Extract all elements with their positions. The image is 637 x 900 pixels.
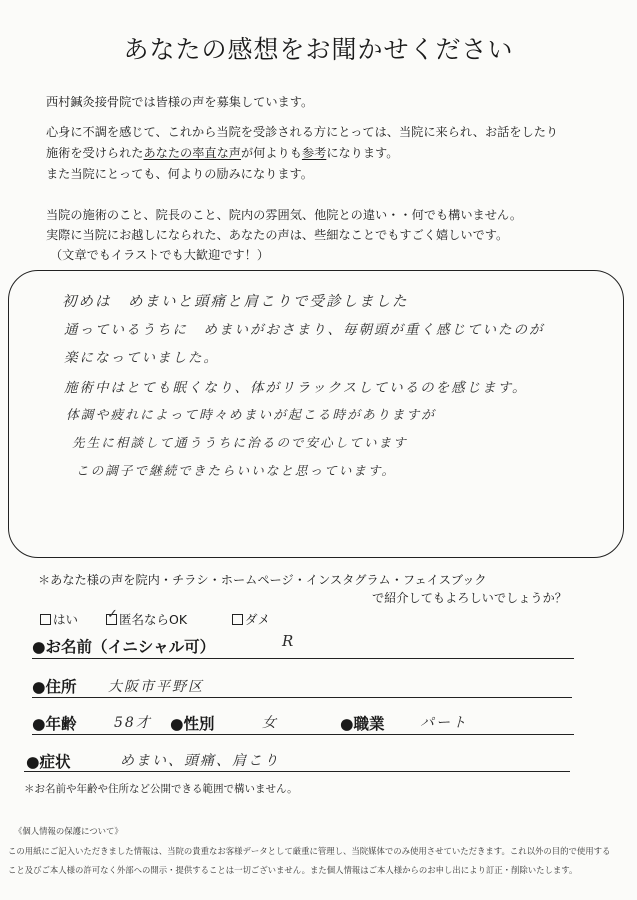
bullet-icon: ●	[170, 715, 184, 733]
disclosure-note: ＊お名前や年齢や住所など公開できる範囲で構いません。	[24, 783, 298, 795]
permission-question: ＊あなた様の声を院内・チラシ・ホームページ・インスタグラム・フェイスブック	[38, 573, 487, 587]
comment-line-3: 楽になっていました。	[64, 350, 219, 366]
symptom-value: めまい、頭痛、肩こり	[120, 753, 280, 769]
address-label	[32, 675, 77, 697]
comment-line-4: 施術中はとても眠くなり、体がリラックスしているのを感じます。	[64, 380, 528, 396]
job-label	[340, 712, 385, 734]
intro-line-5: 当院の施術のこと、院長のこと、院内の雰囲気、他院との違い・・何でも構いません。	[46, 208, 523, 222]
age-row-underline	[32, 734, 574, 735]
option-yes[interactable]	[40, 610, 78, 628]
age-value: 58才	[114, 715, 152, 731]
comment-line-2: 通っているうちに めまいがおさまり、毎朝頭が重く感じていたのが	[64, 322, 545, 338]
bullet-icon: ●	[26, 753, 40, 771]
address-underline	[32, 697, 572, 698]
name-underline	[32, 658, 574, 659]
option-anonymous-label: 匿名ならOK	[119, 612, 188, 627]
comment-line-5: 体調や疲れによって時々めまいが起こる時がありますが	[66, 408, 436, 423]
job-label-text: 職業	[353, 715, 385, 733]
option-no-label: ダメ	[245, 612, 271, 627]
bullet-icon: ●	[32, 715, 46, 733]
symptom-label-text: 症状	[39, 753, 71, 771]
name-label-text: お名前（イニシャル可）	[45, 638, 216, 656]
address-value: 大阪市平野区	[108, 679, 204, 695]
checkbox-yes[interactable]	[40, 614, 51, 625]
checkbox-anonymous[interactable]	[106, 607, 118, 625]
comment-line-7: この調子で継続できたらいいなと思っています。	[76, 463, 397, 478]
privacy-line-2: こと及びご本人様の許可なく外部への開示・提供することは一切ございません。また個人情報はご本人様からのお申し出により訂正・削除いたします。	[8, 865, 578, 875]
address-label-text: 住所	[45, 678, 77, 696]
age-label	[32, 712, 77, 734]
bullet-icon: ●	[32, 678, 46, 696]
intro-line-3-post: になります。	[326, 146, 399, 160]
intro-line-1: 西村鍼灸接骨院では皆様の声を募集しています。	[46, 95, 314, 109]
page-title: あなたの感想をお聞かせください	[123, 35, 514, 64]
comment-line-1: 初めは めまいと頭痛と肩こりで受診しました	[62, 294, 409, 310]
intro-line-4: また当院にとっても、何よりの励みになります。	[46, 167, 313, 181]
checkbox-no[interactable]	[232, 614, 243, 625]
intro-line-3	[46, 143, 398, 164]
symptom-label	[26, 750, 71, 772]
option-yes-label: はい	[53, 612, 79, 627]
intro-line-3-emphasis-2: 参考	[301, 146, 327, 160]
comment-line-6: 先生に相談して通ううちに治るので安心しています	[72, 435, 408, 450]
check-mark-icon: ✓	[107, 607, 118, 622]
bullet-icon: ●	[32, 638, 46, 656]
job-value: パート	[420, 715, 468, 731]
name-value: R	[282, 632, 296, 650]
symptom-underline	[24, 771, 570, 772]
intro-line-3-mid: が何よりも	[241, 146, 302, 160]
permission-question-2: で紹介してもよろしいでしょうか？	[372, 591, 567, 605]
gender-value: 女	[262, 715, 278, 731]
intro-line-3-emphasis: あなたの率直な声	[143, 146, 241, 160]
privacy-line-1: この用紙にご記入いただきました情報は、当院の貴重なお客様データとして厳重に管理し、当院媒体でのみ使用させていただきます。これ以外の目的で使用する	[8, 846, 611, 856]
intro-line-6: 実際に当院にお越しになられた、あなたの声は、些細なことでもすごく嬉しいです。	[46, 228, 509, 242]
gender-label	[170, 712, 215, 734]
bullet-icon: ●	[340, 715, 354, 733]
privacy-heading: 《個人情報の保護について》	[14, 826, 123, 836]
option-no[interactable]	[232, 610, 270, 628]
option-anonymous[interactable]	[106, 607, 188, 628]
gender-label-text: 性別	[183, 715, 215, 733]
intro-line-7: （文章でもイラストでも大歓迎です！）	[50, 248, 270, 262]
intro-line-3-pre: 施術を受けられた	[46, 146, 144, 160]
intro-line-2: 心身に不調を感じて、これから当院を受診される方にとっては、当院に来られ、お話をしたり	[46, 125, 559, 139]
age-label-text: 年齢	[45, 715, 77, 733]
name-label	[32, 635, 215, 657]
